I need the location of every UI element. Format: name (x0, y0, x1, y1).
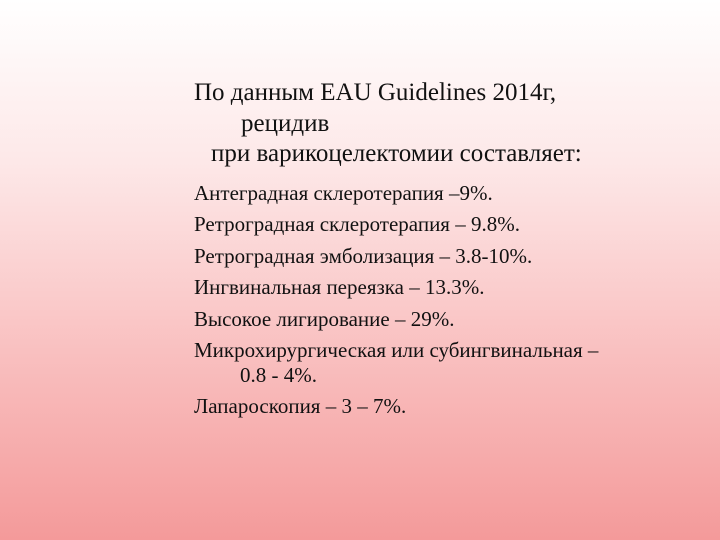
list-item-retrograde-embol: Ретроградная эмболизация – 3.8-10%. (194, 243, 533, 268)
intro-line-3: при варикоцелектомии составляет: (211, 140, 582, 167)
list-item-retrograde-sclero: Ретроградная склеротерапия – 9.8%. (194, 212, 520, 236)
intro-line-1: По данным EAU Guidelines 2014г, (194, 79, 557, 106)
list-item-antegrade: Антеградная склеротерапия –9%. (194, 180, 493, 205)
list-item-inguinal: Ингвинальная переязка – 13.3%. (194, 275, 485, 299)
slide-content (194, 78, 704, 422)
list-item-microsurgical-value: 0.8 - 4%. (240, 362, 317, 387)
list-item-microsurgical: Микрохирургическая или субингвинальная – (194, 338, 599, 362)
intro-line-2: рецидив (241, 109, 330, 137)
recurrence-list (194, 178, 704, 423)
list-item-high-ligation: Высокое лигирование – 29%. (194, 306, 455, 331)
list-item-laparoscopy: Лапароскопия – 3 – 7%. (194, 393, 407, 418)
